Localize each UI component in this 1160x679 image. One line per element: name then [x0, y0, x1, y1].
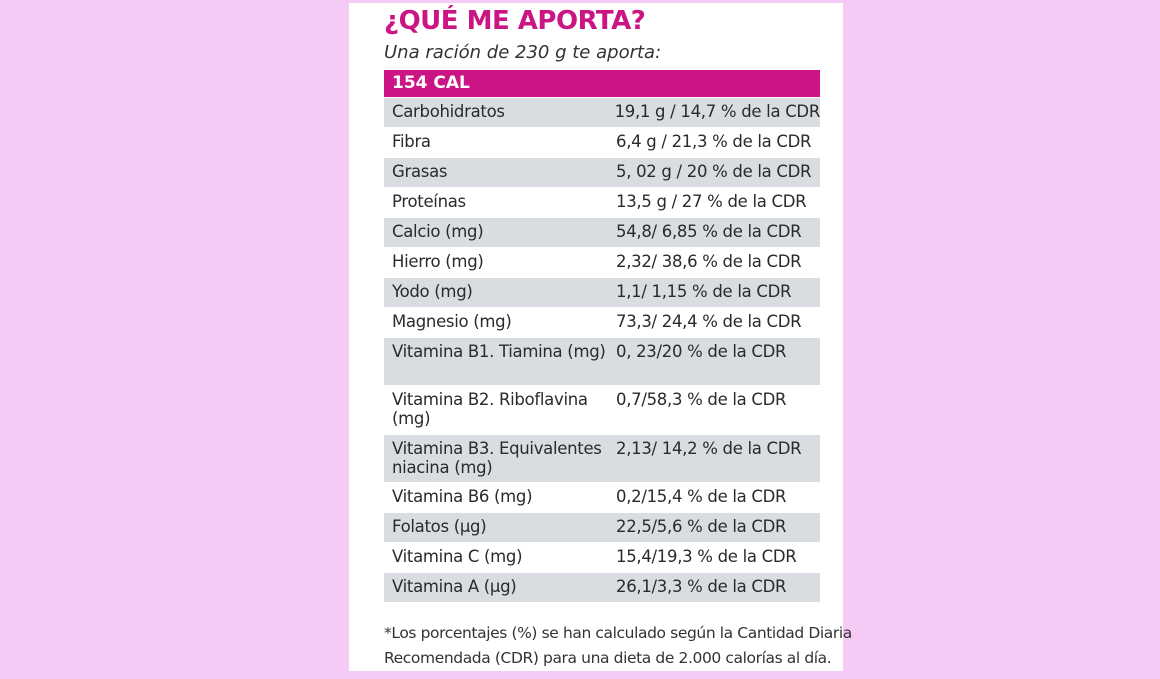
table-row [384, 127, 820, 157]
nutrient-value: 6,4 g / 21,3 % de la CDR [616, 132, 812, 151]
table-row [384, 512, 820, 542]
nutrient-value: 13,5 g / 27 % de la CDR [616, 192, 807, 211]
footnote [384, 621, 852, 671]
nutrient-value: 1,1/ 1,15 % de la CDR [616, 282, 792, 301]
nutrient-name: Vitamina B3. Equivalentes niacina (mg) [392, 439, 602, 477]
nutrient-name: Vitamina B6 (mg) [392, 487, 533, 506]
table-row [384, 337, 820, 385]
nutrient-value: 2,32/ 38,6 % de la CDR [616, 252, 802, 271]
nutrient-value: 73,3/ 24,4 % de la CDR [616, 312, 802, 331]
table-row [384, 247, 820, 277]
nutrient-name: Vitamina B2. Riboflavina (mg) [392, 390, 588, 428]
nutrient-name: Calcio (mg) [392, 222, 484, 241]
nutrient-name: Magnesio (mg) [392, 312, 512, 331]
nutrient-name: Hierro (mg) [392, 252, 484, 271]
nutrient-value: 19,1 g / 14,7 % de la CDR [614, 102, 820, 121]
nutrient-name: Folatos (µg) [392, 517, 487, 536]
nutrient-name: Fibra [392, 132, 431, 151]
nutrient-name: Grasas [392, 162, 448, 181]
nutrient-name: Yodo (mg) [392, 282, 473, 301]
nutrient-value: 0,7/58,3 % de la CDR [616, 390, 787, 409]
footnote-line-2: Recomendada (CDR) para una dieta de 2.000 calorías al día. [384, 649, 832, 667]
nutrient-name: Carbohidratos [392, 102, 505, 121]
nutrient-value: 26,1/3,3 % de la CDR [616, 577, 787, 596]
nutrient-name: Vitamina B1. Tiamina (mg) [392, 342, 606, 361]
table-row [384, 277, 820, 307]
footnote-line-1: *Los porcentajes (%) se han calculado según la Cantidad Diaria [384, 624, 852, 642]
table-row [384, 187, 820, 217]
nutrient-rows [384, 97, 820, 602]
nutrient-value: 54,8/ 6,85 % de la CDR [616, 222, 802, 241]
table-row [384, 482, 820, 512]
table-row [384, 157, 820, 187]
serving-subtitle: Una ración de 230 g te aporta: [384, 42, 662, 63]
nutrient-name: Vitamina A (µg) [392, 577, 517, 596]
table-row [384, 307, 820, 337]
nutrient-name: Proteínas [392, 192, 466, 211]
nutrient-value: 22,5/5,6 % de la CDR [616, 517, 787, 536]
nutrient-name: Vitamina C (mg) [392, 547, 523, 566]
nutrient-value: 2,13/ 14,2 % de la CDR [616, 439, 802, 458]
table-row [384, 542, 820, 572]
nutrient-value: 15,4/19,3 % de la CDR [616, 547, 797, 566]
page-title: ¿QUÉ ME APORTA? [384, 6, 646, 36]
calories-header: 154 CAL [384, 70, 820, 97]
table-row [384, 572, 820, 602]
nutrient-value: 0, 23/20 % de la CDR [616, 342, 787, 361]
table-row [384, 97, 820, 127]
table-row [384, 217, 820, 247]
nutrition-table [384, 70, 820, 602]
table-row [384, 385, 820, 434]
nutrient-value: 0,2/15,4 % de la CDR [616, 487, 787, 506]
table-row [384, 434, 820, 482]
nutrition-card [349, 3, 852, 671]
nutrient-value: 5, 02 g / 20 % de la CDR [616, 162, 812, 181]
